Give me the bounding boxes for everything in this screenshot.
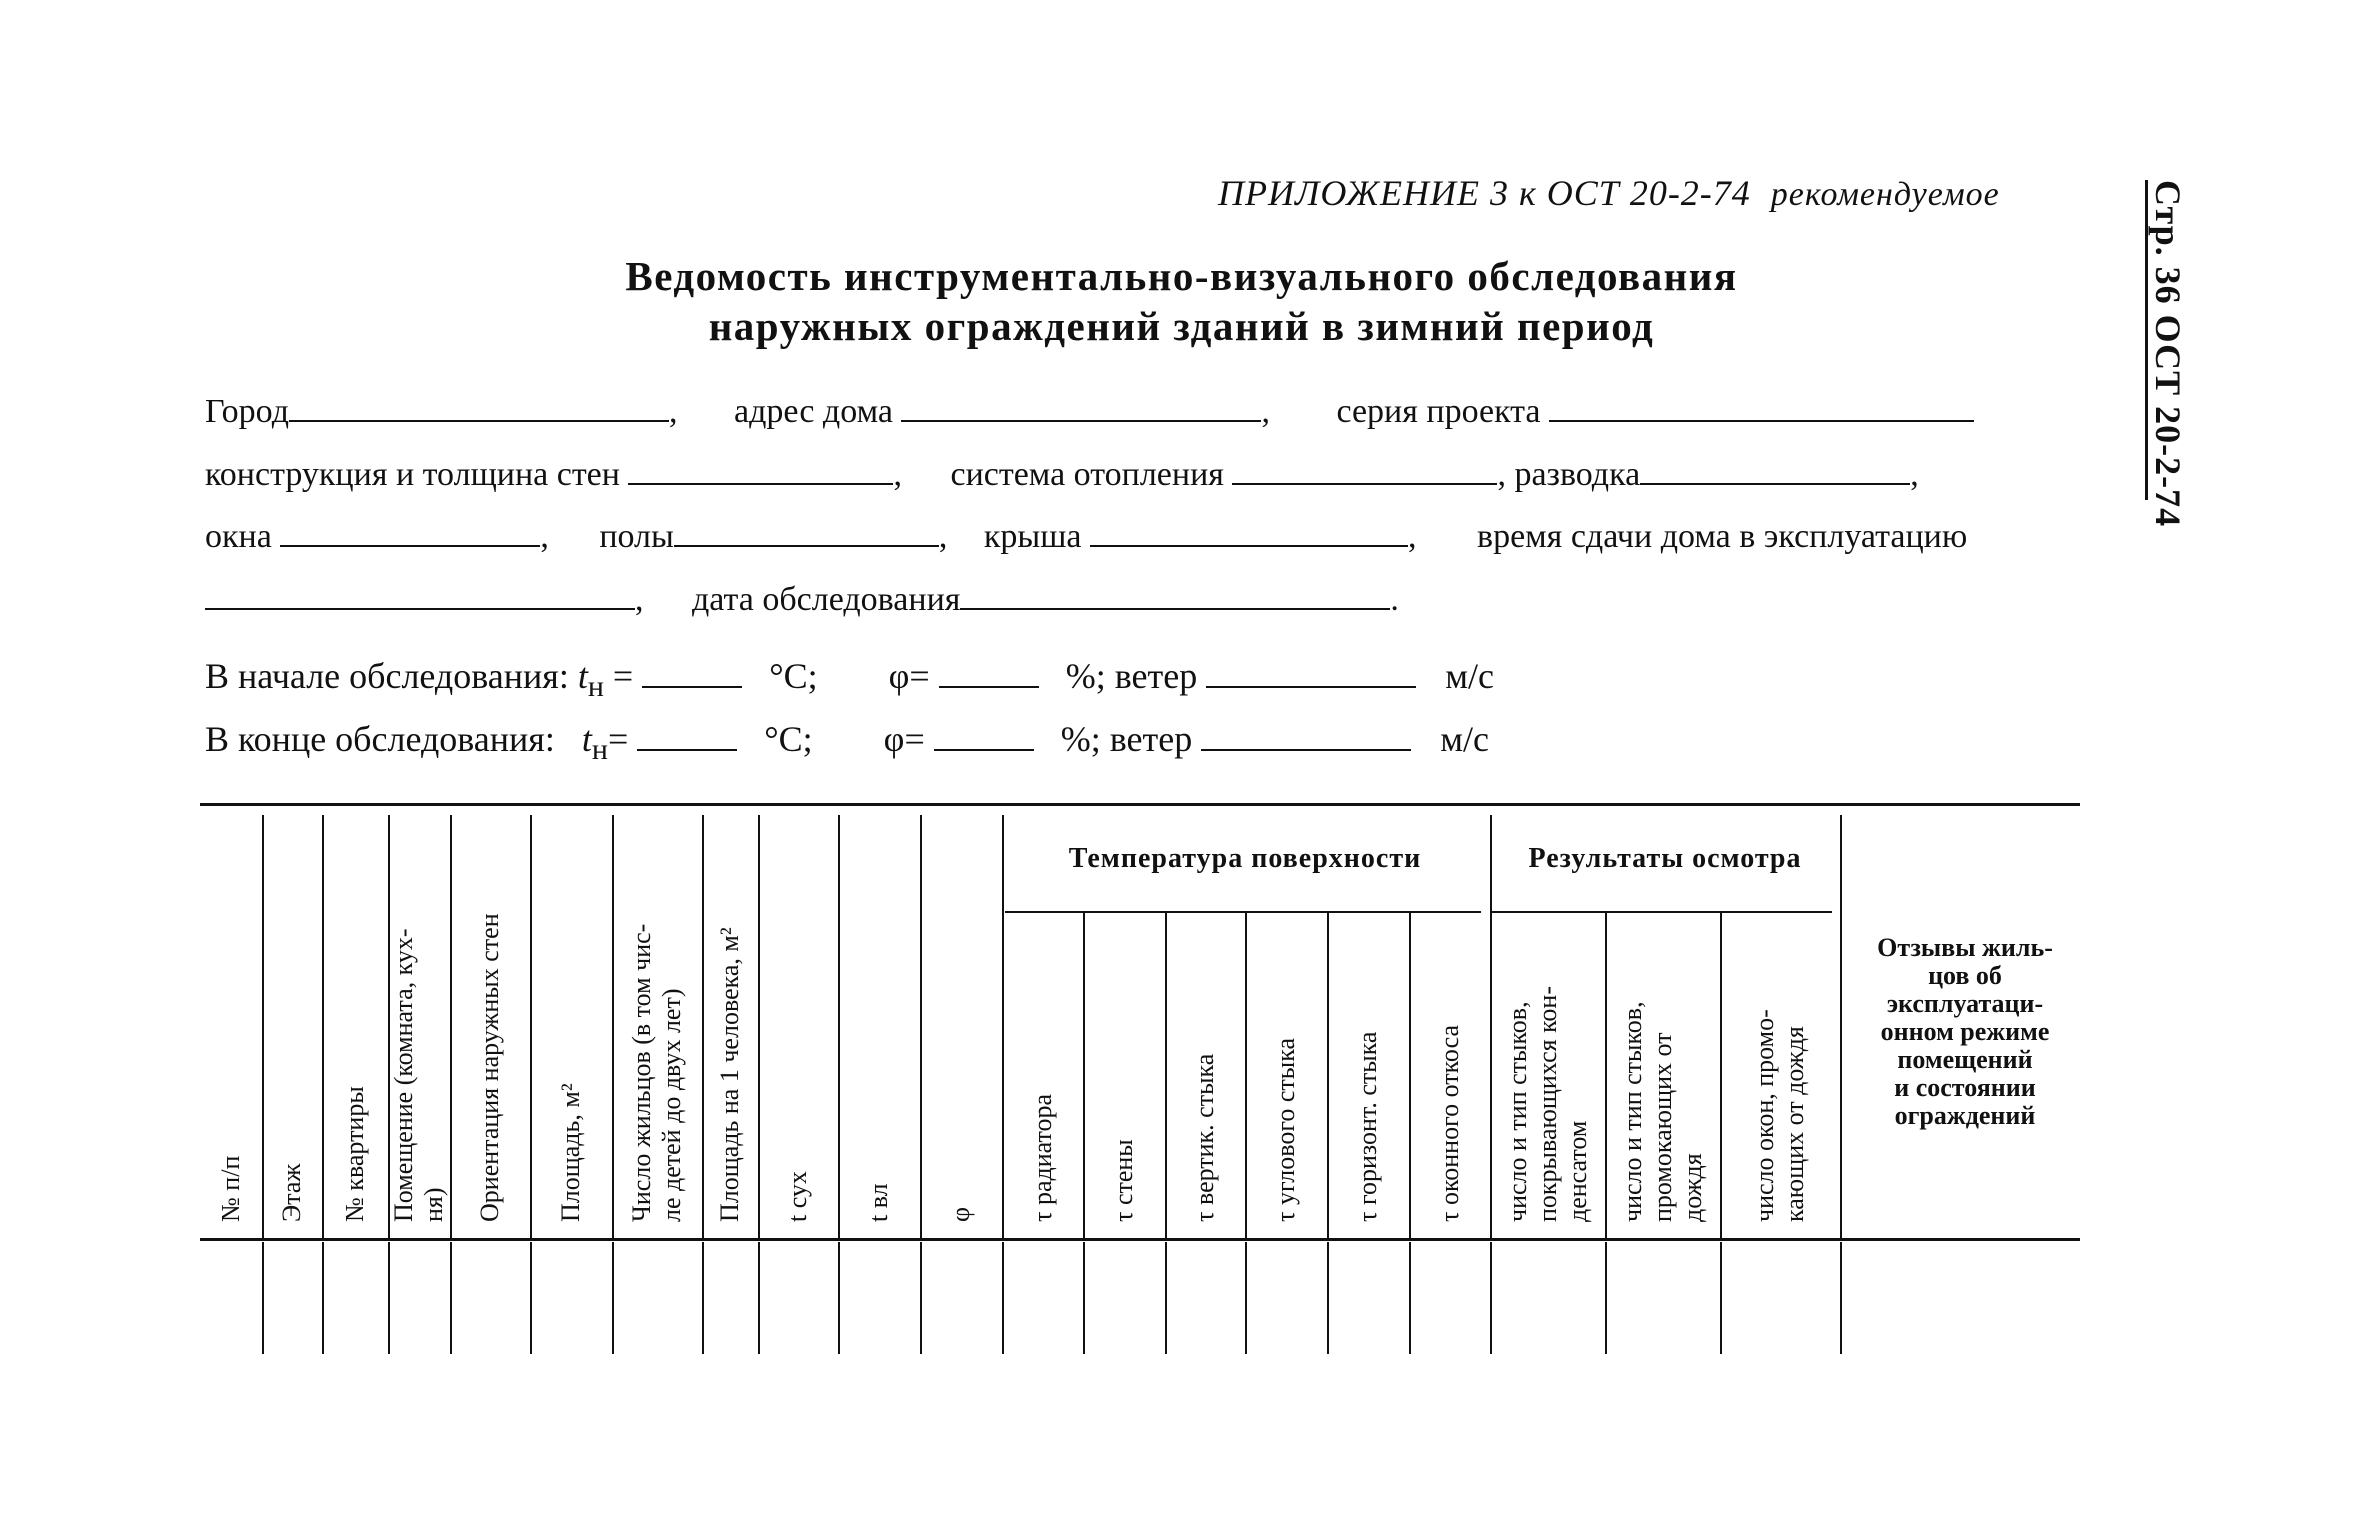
page-side-label [2145,180,2205,560]
column-divider [612,815,614,1238]
column-divider [450,815,452,1238]
col-area-per-person-header: Площадь на 1 человека, м² [715,927,744,1222]
start-wind-field[interactable] [1206,656,1416,688]
title-line-2: наружных ограждений зданий в зимний период [708,303,1655,349]
col-t-dry-header: t сух [783,1171,812,1222]
column-divider [920,815,922,1238]
body-column-divider [1409,1242,1411,1354]
column-divider [1165,913,1167,1238]
col-residents-header: Число жильцов (в том чис- ле детей до двух лет) [627,923,686,1222]
survey-date-field[interactable] [960,578,1390,610]
wiring-field[interactable] [1640,453,1910,485]
form-line-3: окна , полы , крыша , время сдачи дома в эксплуатацию [205,515,1967,556]
body-column-divider [322,1242,324,1354]
body-column-divider [1840,1242,1842,1354]
column-divider [1720,913,1722,1238]
body-column-divider [1327,1242,1329,1354]
end-temp-field[interactable] [637,719,737,751]
column-divider [1490,815,1492,1238]
col-wall-orientation-header: Ориентация наружных стен [475,913,504,1222]
column-divider [1605,913,1607,1238]
series-field[interactable] [1549,390,1974,422]
title-line-1: Ведомость инструментально-визуального обследования [625,253,1738,299]
end-humidity-field[interactable] [934,719,1034,751]
column-divider [1327,913,1329,1238]
column-divider [262,815,264,1238]
address-field[interactable] [901,390,1261,422]
body-column-divider [838,1242,840,1354]
body-column-divider [702,1242,704,1354]
walls-field[interactable] [628,453,893,485]
column-divider [838,815,840,1238]
form-line-4: , дата обследования . [205,578,1399,619]
heating-field[interactable] [1232,453,1497,485]
col-t-wet-header: t вл [864,1183,893,1222]
windows-field[interactable] [280,515,540,547]
body-column-divider [388,1242,390,1354]
body-column-divider [1490,1242,1492,1354]
column-divider [1002,815,1004,1238]
body-column-divider [262,1242,264,1354]
col-t-wall-header: τ стены [1109,1139,1138,1222]
form-line-1: Город , адрес дома , серия проекта [205,390,1974,431]
table-top-rule [200,803,2080,806]
col-number-header: № п/п [216,1155,245,1222]
start-humidity-field[interactable] [939,656,1039,688]
side-label-text: Стр. 36 ОСТ 20-2-74 [2148,180,2188,528]
col-t-radiator-header: τ радиатора [1027,1093,1057,1222]
column-divider [1245,913,1247,1238]
col-t-vertical-joint-header: τ вертик. стыка [1190,1053,1219,1222]
col-floor-header: Этаж [277,1163,306,1222]
start-temp-field[interactable] [642,656,742,688]
group-surface-temperature: Температура поверхности [1068,843,1422,874]
body-column-divider [1720,1242,1722,1354]
body-column-divider [612,1242,614,1354]
column-divider [1840,815,1842,1238]
body-column-divider [530,1242,532,1354]
inspection-rule [1492,911,1832,913]
body-column-divider [450,1242,452,1354]
group-inspection-results: Результаты осмотра [1528,843,1802,874]
start-conditions: В начале обследования: $t_н$ = °С; φ= %; ветер м/с [205,656,1494,704]
roof-field[interactable] [1090,515,1408,547]
floors-field[interactable] [674,515,939,547]
body-column-divider [1245,1242,1247,1354]
col-rain-windows-header: число окон, промо- кающих от дождя [1750,1009,1809,1222]
col-area-header: Площадь, м² [556,1083,585,1222]
body-column-divider [758,1242,760,1354]
column-divider [758,815,760,1238]
column-divider [1409,913,1411,1238]
table-header-bottom-rule [200,1238,2080,1241]
body-column-divider [1165,1242,1167,1354]
body-column-divider [920,1242,922,1354]
commission-field[interactable] [205,578,635,610]
body-column-divider [1002,1242,1004,1354]
column-divider [1083,913,1085,1238]
city-field[interactable] [289,390,669,422]
column-divider [702,815,704,1238]
form-line-2: конструкция и толщина стен , система отопления , разводка , [205,453,1919,494]
col-apartment-header: № квартиры [340,1086,369,1222]
col-rain-joints-header: число и тип стыков, промокающих от дождя [1617,1001,1707,1222]
column-divider [322,815,324,1238]
column-divider [530,815,532,1238]
col-condensate-joints-header: число и тип стыков, покрывающихся кон- денсатом [1502,986,1592,1222]
col-t-horizontal-joint-header: τ горизонт. стыка [1353,1031,1382,1222]
appendix-heading: ПРИЛОЖЕНИЕ 3 к ОСТ 20-2-74 рекомендуемое [1218,173,2000,213]
end-conditions: В конце обследования: $t_н=$ °С; φ= %; ветер м/с [205,719,1489,767]
residents-reviews-header: Отзывы жиль- цов об эксплуатаци- онном режиме помещений и состоянии ограждений [1877,933,2053,1130]
body-column-divider [1605,1242,1607,1354]
col-t-corner-joint-header: τ углового стыка [1271,1037,1300,1222]
col-phi-header: φ [946,1206,975,1222]
body-column-divider [1083,1242,1085,1354]
col-room-header: Помещение (комната, кух- ня) [389,928,448,1222]
end-wind-field[interactable] [1201,719,1411,751]
col-t-window-slope-header: τ оконного откоса [1434,1025,1464,1222]
